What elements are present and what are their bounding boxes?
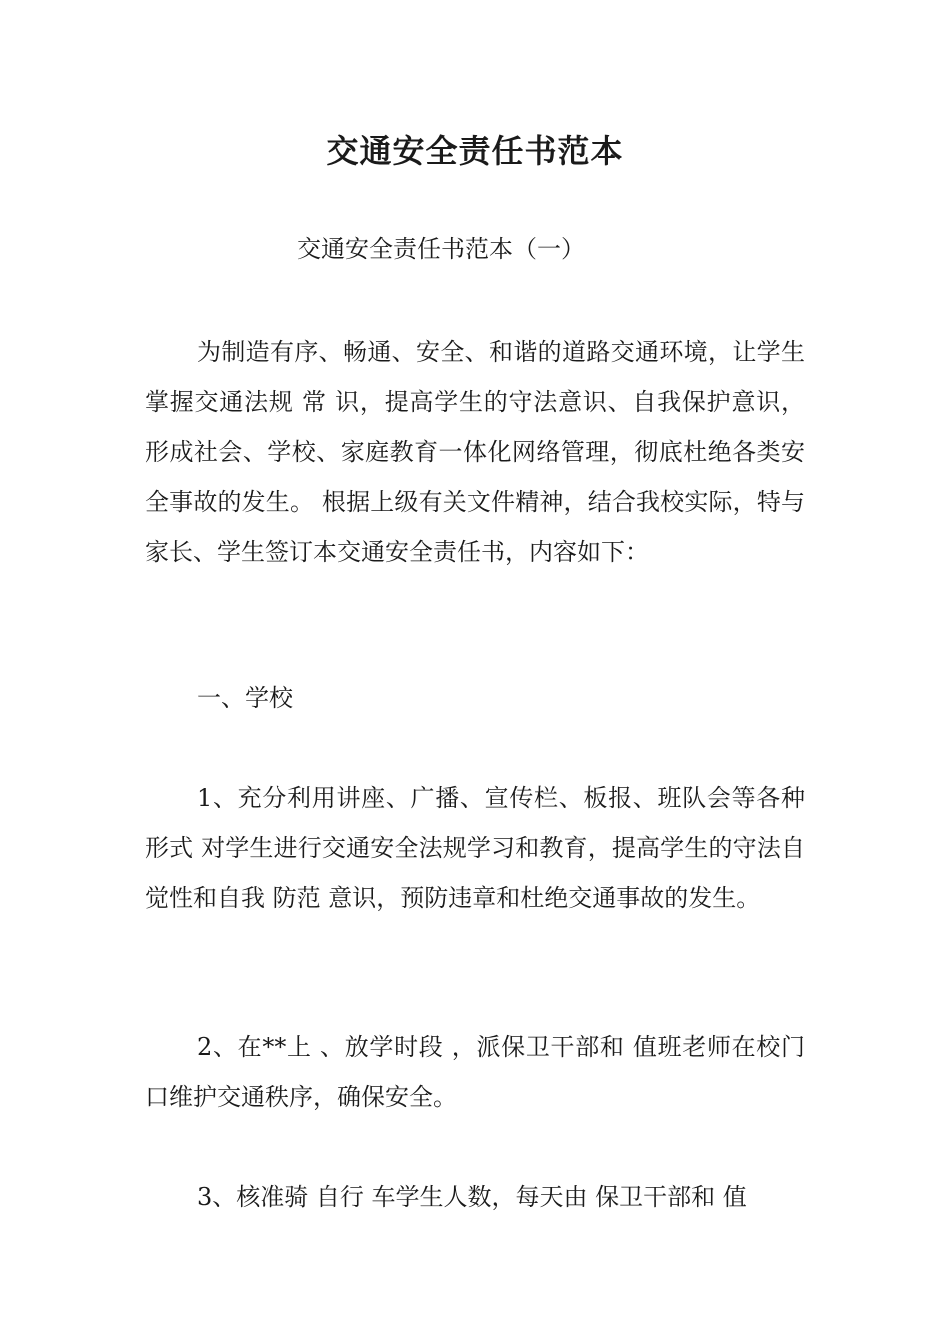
- document-title: 交通安全责任书范本: [326, 132, 624, 170]
- intro-paragraph: 为制造有序、畅通、安全、和谐的道路交通环境，让学生掌握交通法规 常 识，提高学生的守法意识、自我保护意识， 形成社会、学校、家庭教育一体化网络管理，彻底杜绝各类安全事故的发生。 根据上级有关文件精神，结合我校实际，特与家长、学生签订本交通安全责任书，内容如下：: [145, 338, 805, 566]
- item-paragraph-3: 3、核准骑 自行 车学生人数，每天由 保卫干部和 值: [197, 1183, 747, 1211]
- item-paragraph-1: 1、充分利用讲座、广播、宣传栏、板报、班队会等各种形式 对学生进行交通安全法规学习和教育，提高学生的守法自觉性和自我 防范 意识，预防违章和杜绝交通事故的发生。: [145, 784, 805, 912]
- section-heading-school: 一、学校: [197, 684, 293, 712]
- item-paragraph-2: 2、在**上 、放学时段 ，派保卫干部和 值班老师在校门口维护交通秩序，确保安全。: [145, 1033, 805, 1111]
- document-subtitle: 交通安全责任书范本（一）: [297, 235, 585, 263]
